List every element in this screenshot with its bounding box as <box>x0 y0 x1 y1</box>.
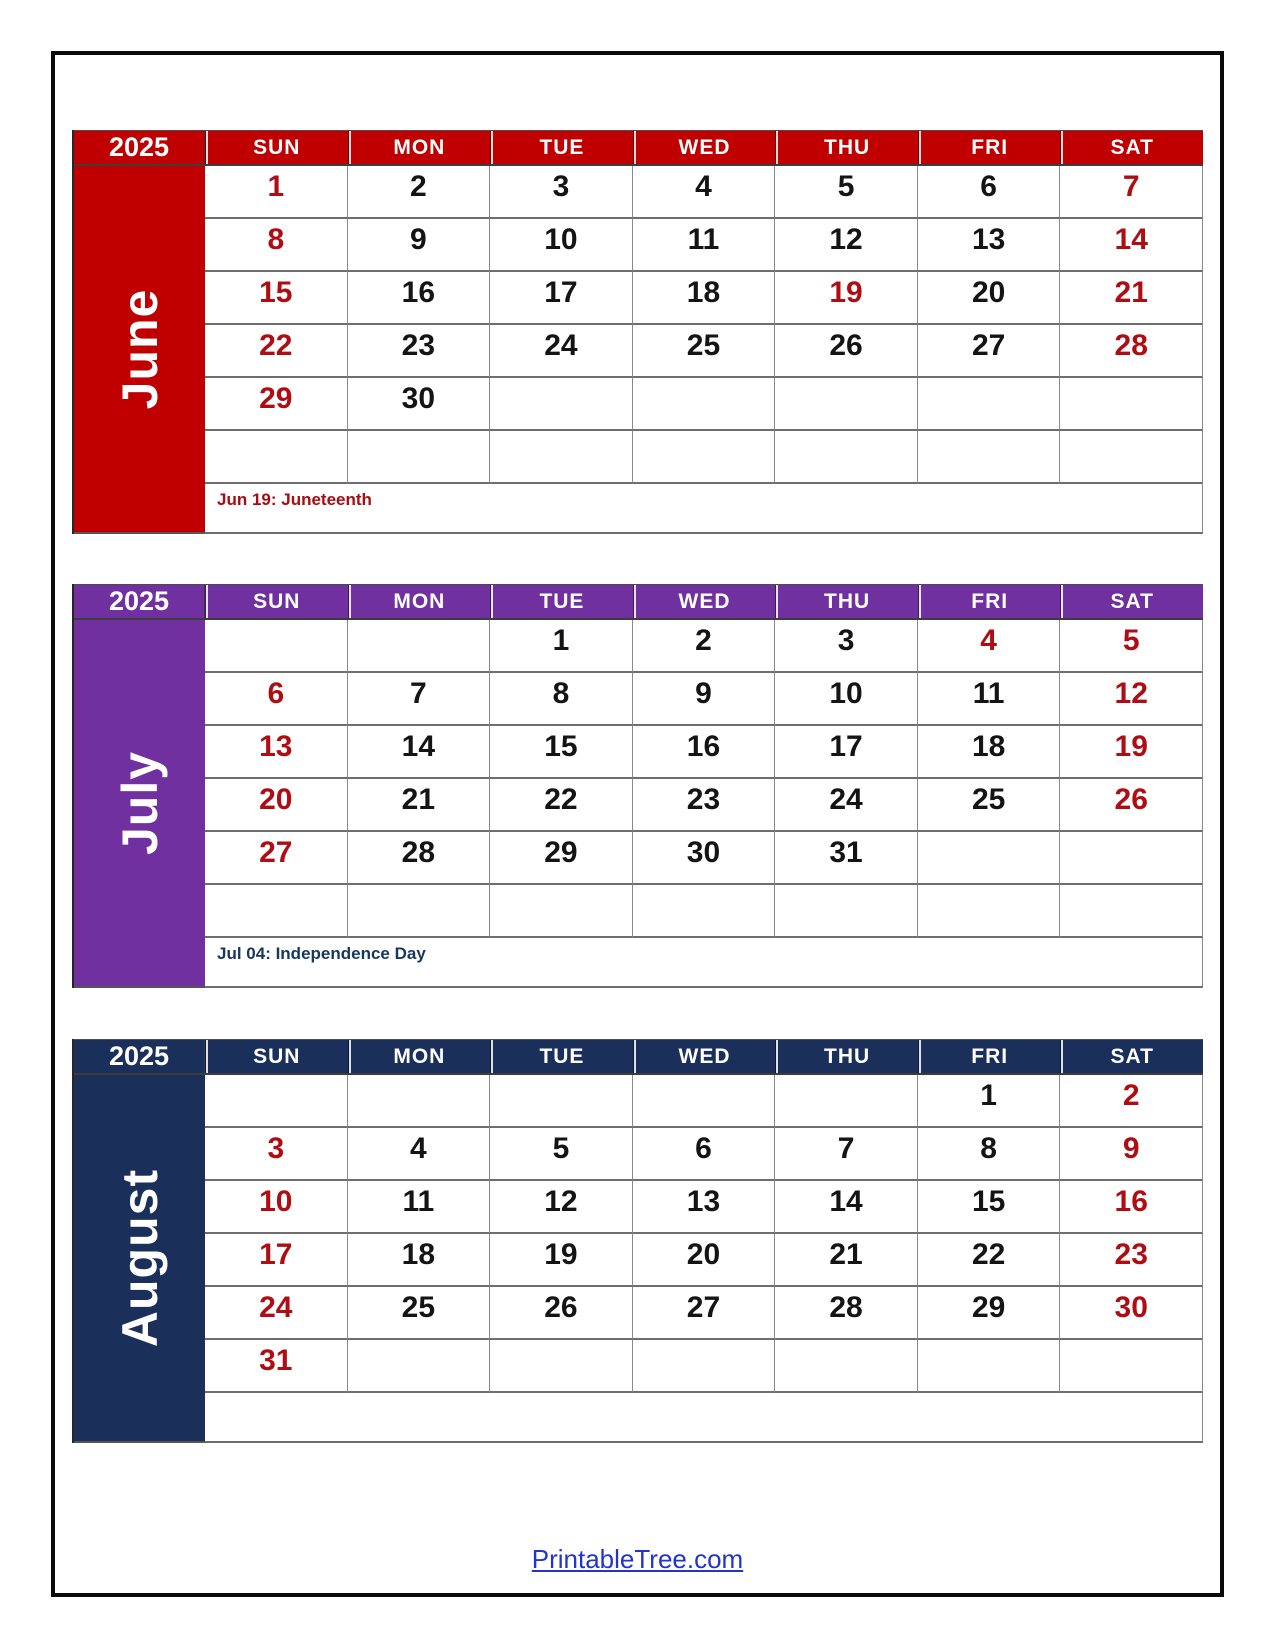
july-day-header-tue: TUE <box>490 585 633 618</box>
july-day-header-sat: SAT <box>1060 585 1203 618</box>
date-cell-june-23: 23 <box>348 325 491 378</box>
date-cell-june-24: 24 <box>490 325 633 378</box>
date-cell-june-9: 9 <box>348 219 491 272</box>
june-day-header-sat: SAT <box>1060 131 1203 164</box>
date-cell-august-16: 16 <box>1060 1181 1203 1234</box>
date-cell-empty <box>348 1340 491 1393</box>
date-cell-empty <box>490 431 633 484</box>
june-day-header-mon: MON <box>348 131 491 164</box>
date-cell-empty <box>490 378 633 431</box>
date-cell-august-30: 30 <box>1060 1287 1203 1340</box>
month-section-august <box>72 1039 1203 1443</box>
date-cell-july-21: 21 <box>348 779 491 832</box>
june-header-row <box>74 130 1203 166</box>
date-cell-july-24: 24 <box>775 779 918 832</box>
date-cell-june-14: 14 <box>1060 219 1203 272</box>
date-cell-august-6: 6 <box>633 1128 776 1181</box>
date-cell-july-19: 19 <box>1060 726 1203 779</box>
date-cell-july-27: 27 <box>205 832 348 885</box>
june-day-header-tue: TUE <box>490 131 633 164</box>
july-holiday-note: Jul 04: Independence Day <box>205 938 1203 988</box>
footer-link[interactable]: PrintableTree.com <box>531 1544 744 1574</box>
august-day-header-sat: SAT <box>1060 1040 1203 1073</box>
date-cell-empty <box>348 431 491 484</box>
date-cell-july-4: 4 <box>918 620 1061 673</box>
date-cell-empty <box>918 378 1061 431</box>
date-cell-august-10: 10 <box>205 1181 348 1234</box>
june-day-header-thu: THU <box>775 131 918 164</box>
date-cell-empty <box>775 1340 918 1393</box>
date-cell-empty <box>205 1075 348 1128</box>
date-cell-august-18: 18 <box>348 1234 491 1287</box>
date-cell-july-6: 6 <box>205 673 348 726</box>
august-month-name: August <box>111 1168 168 1348</box>
july-day-header-fri: FRI <box>918 585 1061 618</box>
date-cell-august-24: 24 <box>205 1287 348 1340</box>
date-cell-july-30: 30 <box>633 832 776 885</box>
august-day-header-thu: THU <box>775 1040 918 1073</box>
date-cell-empty <box>918 431 1061 484</box>
date-cell-august-1: 1 <box>918 1075 1061 1128</box>
date-cell-august-13: 13 <box>633 1181 776 1234</box>
date-cell-august-15: 15 <box>918 1181 1061 1234</box>
date-cell-empty <box>633 885 776 938</box>
august-day-header-sun: SUN <box>205 1040 348 1073</box>
date-cell-june-25: 25 <box>633 325 776 378</box>
date-cell-empty <box>918 1340 1061 1393</box>
date-cell-july-28: 28 <box>348 832 491 885</box>
date-cell-august-23: 23 <box>1060 1234 1203 1287</box>
date-cell-july-18: 18 <box>918 726 1061 779</box>
date-cell-june-21: 21 <box>1060 272 1203 325</box>
date-cell-empty <box>633 1340 776 1393</box>
date-cell-june-7: 7 <box>1060 166 1203 219</box>
date-cell-july-8: 8 <box>490 673 633 726</box>
date-cell-empty <box>633 431 776 484</box>
date-cell-june-30: 30 <box>348 378 491 431</box>
page-footer <box>0 1544 1275 1575</box>
date-cell-june-29: 29 <box>205 378 348 431</box>
june-month-name: June <box>111 288 168 410</box>
date-cell-july-15: 15 <box>490 726 633 779</box>
date-cell-june-12: 12 <box>775 219 918 272</box>
date-cell-july-31: 31 <box>775 832 918 885</box>
date-cell-august-12: 12 <box>490 1181 633 1234</box>
date-cell-june-10: 10 <box>490 219 633 272</box>
date-cell-july-3: 3 <box>775 620 918 673</box>
july-header-row <box>74 584 1203 620</box>
august-holiday-note <box>205 1393 1203 1443</box>
date-cell-june-20: 20 <box>918 272 1061 325</box>
date-cell-august-7: 7 <box>775 1128 918 1181</box>
august-day-header-mon: MON <box>348 1040 491 1073</box>
date-cell-june-28: 28 <box>1060 325 1203 378</box>
date-cell-august-8: 8 <box>918 1128 1061 1181</box>
date-cell-empty <box>205 620 348 673</box>
date-cell-august-20: 20 <box>633 1234 776 1287</box>
date-cell-empty <box>918 885 1061 938</box>
date-cell-july-22: 22 <box>490 779 633 832</box>
date-cell-july-5: 5 <box>1060 620 1203 673</box>
date-cell-empty <box>490 1075 633 1128</box>
date-cell-june-22: 22 <box>205 325 348 378</box>
date-cell-empty <box>775 1075 918 1128</box>
date-cell-june-15: 15 <box>205 272 348 325</box>
august-date-grid <box>205 1075 1203 1393</box>
june-sidebar <box>74 166 205 534</box>
june-day-header-fri: FRI <box>918 131 1061 164</box>
date-cell-august-4: 4 <box>348 1128 491 1181</box>
date-cell-august-26: 26 <box>490 1287 633 1340</box>
date-cell-july-12: 12 <box>1060 673 1203 726</box>
date-cell-june-11: 11 <box>633 219 776 272</box>
date-cell-august-31: 31 <box>205 1340 348 1393</box>
date-cell-empty <box>633 378 776 431</box>
date-cell-empty <box>348 1075 491 1128</box>
date-cell-june-1: 1 <box>205 166 348 219</box>
date-cell-august-17: 17 <box>205 1234 348 1287</box>
date-cell-august-11: 11 <box>348 1181 491 1234</box>
date-cell-august-29: 29 <box>918 1287 1061 1340</box>
date-cell-august-25: 25 <box>348 1287 491 1340</box>
date-cell-empty <box>775 378 918 431</box>
date-cell-empty <box>490 885 633 938</box>
july-date-grid <box>205 620 1203 938</box>
date-cell-empty <box>348 885 491 938</box>
date-cell-empty <box>348 620 491 673</box>
august-day-header-wed: WED <box>633 1040 776 1073</box>
august-day-header-fri: FRI <box>918 1040 1061 1073</box>
date-cell-june-13: 13 <box>918 219 1061 272</box>
july-day-header-sun: SUN <box>205 585 348 618</box>
date-cell-august-14: 14 <box>775 1181 918 1234</box>
date-cell-july-29: 29 <box>490 832 633 885</box>
june-day-header-sun: SUN <box>205 131 348 164</box>
date-cell-july-23: 23 <box>633 779 776 832</box>
august-year-label: 2025 <box>74 1040 205 1073</box>
date-cell-june-5: 5 <box>775 166 918 219</box>
date-cell-august-27: 27 <box>633 1287 776 1340</box>
july-day-header-mon: MON <box>348 585 491 618</box>
date-cell-june-17: 17 <box>490 272 633 325</box>
date-cell-empty <box>490 1340 633 1393</box>
date-cell-empty <box>1060 431 1203 484</box>
date-cell-empty <box>1060 1340 1203 1393</box>
date-cell-empty <box>205 431 348 484</box>
date-cell-june-8: 8 <box>205 219 348 272</box>
month-section-june <box>72 130 1203 534</box>
date-cell-june-4: 4 <box>633 166 776 219</box>
date-cell-empty <box>775 885 918 938</box>
date-cell-june-3: 3 <box>490 166 633 219</box>
date-cell-august-28: 28 <box>775 1287 918 1340</box>
date-cell-empty <box>775 431 918 484</box>
date-cell-july-11: 11 <box>918 673 1061 726</box>
date-cell-july-14: 14 <box>348 726 491 779</box>
july-sidebar <box>74 620 205 988</box>
date-cell-july-7: 7 <box>348 673 491 726</box>
date-cell-august-3: 3 <box>205 1128 348 1181</box>
date-cell-july-10: 10 <box>775 673 918 726</box>
date-cell-empty <box>918 832 1061 885</box>
august-header-row <box>74 1039 1203 1075</box>
date-cell-july-25: 25 <box>918 779 1061 832</box>
july-day-header-thu: THU <box>775 585 918 618</box>
date-cell-june-26: 26 <box>775 325 918 378</box>
date-cell-june-6: 6 <box>918 166 1061 219</box>
date-cell-july-2: 2 <box>633 620 776 673</box>
date-cell-august-5: 5 <box>490 1128 633 1181</box>
date-cell-empty <box>1060 378 1203 431</box>
july-day-header-wed: WED <box>633 585 776 618</box>
date-cell-july-1: 1 <box>490 620 633 673</box>
date-cell-empty <box>1060 832 1203 885</box>
date-cell-june-19: 19 <box>775 272 918 325</box>
august-day-header-tue: TUE <box>490 1040 633 1073</box>
date-cell-june-16: 16 <box>348 272 491 325</box>
date-cell-june-27: 27 <box>918 325 1061 378</box>
date-cell-july-16: 16 <box>633 726 776 779</box>
date-cell-july-13: 13 <box>205 726 348 779</box>
august-sidebar <box>74 1075 205 1443</box>
date-cell-august-19: 19 <box>490 1234 633 1287</box>
june-date-grid <box>205 166 1203 484</box>
july-year-label: 2025 <box>74 585 205 618</box>
june-day-header-wed: WED <box>633 131 776 164</box>
date-cell-july-17: 17 <box>775 726 918 779</box>
date-cell-june-2: 2 <box>348 166 491 219</box>
date-cell-june-18: 18 <box>633 272 776 325</box>
date-cell-august-9: 9 <box>1060 1128 1203 1181</box>
july-month-name: July <box>111 750 168 856</box>
june-year-label: 2025 <box>74 131 205 164</box>
month-section-july <box>72 584 1203 988</box>
date-cell-august-21: 21 <box>775 1234 918 1287</box>
date-cell-july-26: 26 <box>1060 779 1203 832</box>
june-holiday-note: Jun 19: Juneteenth <box>205 484 1203 534</box>
date-cell-august-2: 2 <box>1060 1075 1203 1128</box>
date-cell-july-20: 20 <box>205 779 348 832</box>
date-cell-august-22: 22 <box>918 1234 1061 1287</box>
date-cell-empty <box>633 1075 776 1128</box>
date-cell-empty <box>1060 885 1203 938</box>
date-cell-july-9: 9 <box>633 673 776 726</box>
date-cell-empty <box>205 885 348 938</box>
